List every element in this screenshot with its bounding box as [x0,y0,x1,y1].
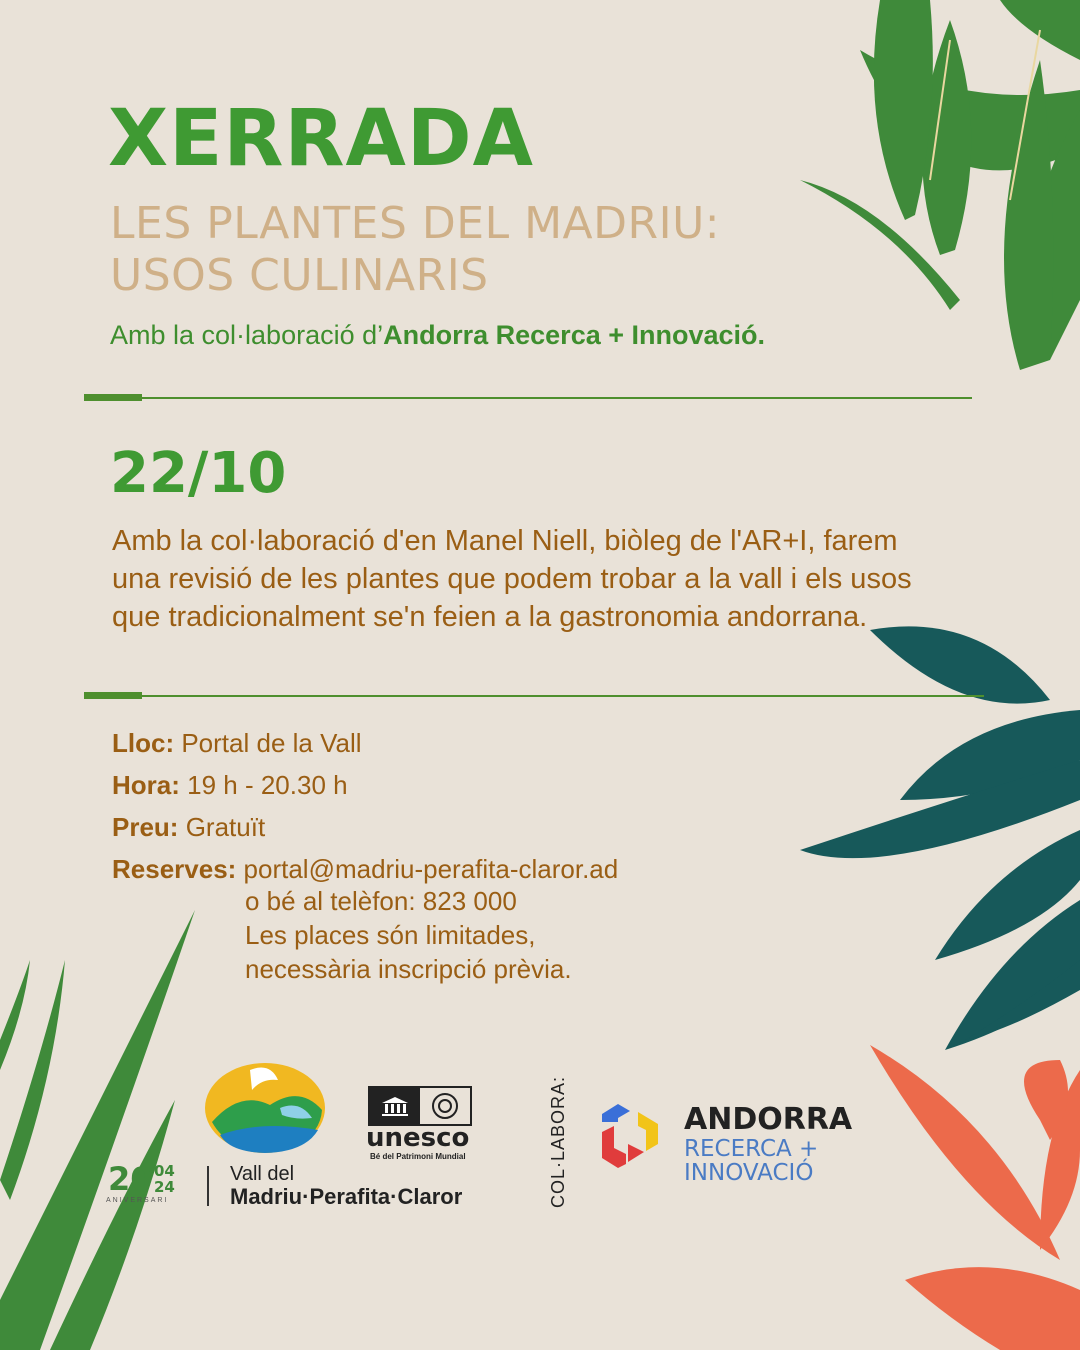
time-label: Hora: [112,770,180,800]
orange-leaves-bottom [870,1045,1080,1350]
divider-line-1 [84,397,972,399]
anniversary-number: 20 [108,1160,153,1198]
event-description: Amb la col·laboració d'en Manel Niell, biòleg de l'AR+I, farem una revisió de les plantes que podem trobar a la vall i els usos que tradicionalment se'n feien a la gastronomia andorrana. [112,525,912,633]
reservations-phone: o bé al telèfon: 823 000 [245,886,517,916]
vall-del-text: Vall del [230,1163,295,1185]
ari-logo-icon [598,1100,662,1168]
green-palm-leaf-top [800,0,1080,370]
subtitle-line-1: LES PLANTES DEL MADRIU: [110,198,721,249]
innovacio-text: INNOVACIÓ [684,1160,814,1186]
detail-reservations [112,854,618,885]
event-date: 22/10 [110,441,287,506]
recerca-text: RECERCA + [684,1136,819,1162]
page-title: XERRADA [108,94,535,184]
unesco-subtitle: Bé del Patrimoni Mundial [370,1152,466,1161]
location-label: Lloc: [112,728,175,758]
logo-separator [207,1166,209,1206]
anniversary-word: ANIVERSARI [106,1197,169,1204]
detail-price [112,812,265,843]
divider-line-2 [84,695,984,697]
unesco-emblem [368,1086,472,1126]
detail-time [112,770,348,801]
anniversary-years: 04 24 [154,1162,175,1196]
collaboration-line [110,320,765,351]
location-value: Portal de la Vall [181,728,362,758]
reservations-email[interactable]: portal@madriu-perafita-claror.ad [243,854,619,884]
subtitle-line-2: USOS CULINARIS [110,250,489,301]
madriu-valley-logo [200,1060,330,1155]
collab-prefix: Amb la col·laboració d’ [110,320,384,350]
reservations-note-1: Les places són limitades, [245,920,536,950]
detail-location [112,728,362,759]
reservations-note-2: necessària inscripció prèvia. [245,954,572,984]
reservations-label: Reserves: [112,854,237,884]
time-value: 19 h - 20.30 h [187,770,348,800]
unesco-temple-icon [370,1088,420,1124]
talk-subtitle [110,198,720,302]
price-label: Preu: [112,812,179,842]
unesco-text: unesco [366,1123,470,1153]
andorra-text: ANDORRA [684,1102,853,1137]
teal-leaves-right [800,626,1080,1050]
collab-org: Andorra Recerca + Innovació. [383,320,766,350]
price-value: Gratuït [185,812,266,842]
green-grass-bottom-left [0,910,195,1350]
collabora-label: COL·LABORA: [548,1075,568,1208]
world-heritage-icon [420,1088,470,1124]
madriu-name-text: Madriu·Perafita·Claror [230,1184,463,1209]
